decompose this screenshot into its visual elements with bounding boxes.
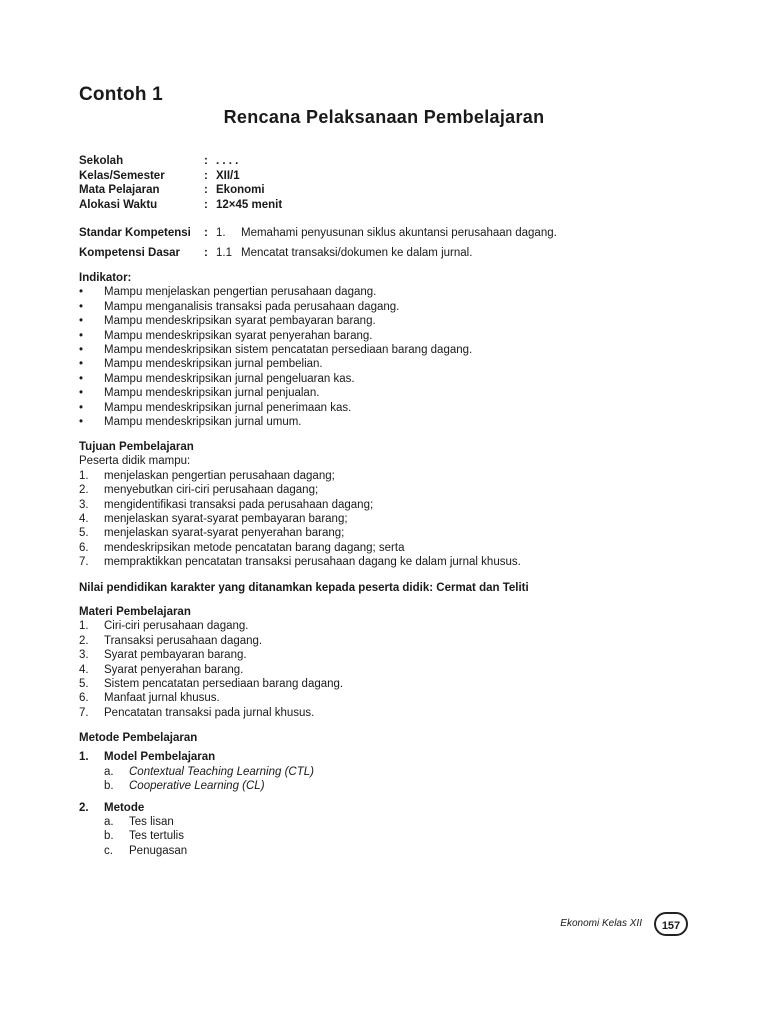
colon: : [204, 155, 208, 167]
bullet: • [79, 358, 84, 371]
identity-value: Ekonomi [216, 184, 265, 196]
item-text: Ciri-ciri perusahaan dagang. [104, 620, 249, 633]
materi-section [79, 605, 719, 720]
item-number: 2. [79, 801, 89, 814]
item-text: Mampu mendeskripsikan sistem pencatatan persediaan barang dagang. [104, 343, 473, 356]
bullet: • [79, 415, 84, 428]
dasar-text: Mencatat transaksi/dokumen ke dalam jurnal. [241, 247, 473, 259]
list-item [79, 677, 719, 691]
item-text: Transaksi perusahaan dagang. [104, 634, 263, 647]
item-text: mempraktikkan pencatatan transaksi perusahaan dagang ke dalam jurnal khusus. [104, 556, 521, 569]
bullet: • [79, 315, 84, 328]
item-number: 7. [79, 706, 89, 719]
item-text: Mampu mendeskripsikan jurnal pengeluaran kas. [104, 372, 355, 385]
item-text: Mampu mendeskripsikan jurnal penjualan. [104, 387, 320, 400]
list-item [79, 541, 719, 555]
indikator-section [79, 271, 719, 429]
item-text: menjelaskan pengertian perusahaan dagang; [104, 469, 335, 482]
bullet: • [79, 286, 84, 299]
item-text: menjelaskan syarat-syarat penyerahan barang; [104, 527, 345, 540]
list-item [79, 691, 719, 705]
dasar-number: 1.1 [216, 247, 232, 259]
tujuan-section [79, 440, 719, 570]
list-item [79, 619, 719, 633]
page-number: 157 [654, 912, 688, 936]
item-letter: a. [104, 765, 114, 778]
item-text: Sistem pencatatan persediaan barang dagang. [104, 677, 344, 690]
bullet: • [79, 387, 84, 400]
item-number: 1. [79, 620, 89, 633]
item-text: menyebutkan ciri-ciri perusahaan dagang; [104, 484, 319, 497]
list-item [79, 555, 719, 569]
list-item [79, 663, 719, 677]
item-text: Syarat pembayaran barang. [104, 649, 247, 662]
metode-section [79, 731, 719, 858]
item-text: Syarat penyerahan barang. [104, 663, 244, 676]
bullet: • [79, 329, 84, 342]
dasar-label: Kompetensi Dasar [79, 247, 180, 259]
tujuan-heading: Tujuan Pembelajaran [79, 441, 194, 453]
list-item [79, 498, 719, 512]
item-text: Mampu mendeskripsikan jurnal pembelian. [104, 358, 323, 371]
list-item [79, 343, 719, 357]
list-item [79, 829, 719, 843]
item-number: 7. [79, 556, 89, 569]
item-number: 6. [79, 541, 89, 554]
item-number: 2. [79, 484, 89, 497]
item-text: Penugasan [129, 844, 188, 857]
list-item [79, 512, 719, 526]
metode-heading: Metode Pembelajaran [79, 732, 198, 744]
bullet: • [79, 343, 84, 356]
list-item [79, 648, 719, 662]
page-title: Rencana Pelaksanaan Pembelajaran [223, 107, 545, 127]
item-number: 2. [79, 634, 89, 647]
item-text: Tes tertulis [129, 830, 184, 843]
list-item [79, 765, 719, 779]
item-text: Metode [104, 801, 145, 814]
item-number: 5. [79, 527, 89, 540]
list-item [79, 779, 719, 793]
bullet: • [79, 401, 84, 414]
item-number: 3. [79, 649, 89, 662]
item-text: Manfaat jurnal khusus. [104, 692, 220, 705]
item-letter: c. [104, 844, 113, 857]
item-text: Mampu menjelaskan pengertian perusahaan dagang. [104, 286, 377, 299]
colon: : [204, 247, 208, 259]
list-item [79, 483, 719, 497]
item-number: 4. [79, 663, 89, 676]
list-item [79, 285, 719, 299]
item-text: Mampu mendeskripsikan jurnal penerimaan kas. [104, 401, 352, 414]
item-letter: b. [104, 830, 114, 843]
item-number: 6. [79, 692, 89, 705]
item-number: 5. [79, 677, 89, 690]
identity-value: XII/1 [216, 169, 240, 182]
standar-label: Standar Kompetensi [79, 227, 191, 239]
colon: : [204, 227, 208, 239]
item-text: Mampu mendeskripsikan jurnal umum. [104, 415, 302, 428]
item-number: 1. [79, 751, 89, 764]
item-number: 1. [79, 469, 89, 482]
materi-heading: Materi Pembelajaran [79, 606, 191, 618]
item-number: 4. [79, 512, 89, 525]
tujuan-intro: Peserta didik mampu: [79, 455, 191, 468]
colon: : [204, 198, 208, 211]
item-text: Mampu menganalisis transaksi pada perusahaan dagang. [104, 300, 400, 313]
metode-subheading-model [79, 750, 719, 764]
list-item [79, 372, 719, 386]
list-item [79, 329, 719, 343]
colon: : [204, 169, 208, 182]
identity-label: Mata Pelajaran [79, 184, 160, 196]
identity-label: Alokasi Waktu [79, 198, 158, 211]
list-item [79, 815, 719, 829]
item-text: Pencatatan transaksi pada jurnal khusus. [104, 706, 315, 719]
list-item [79, 357, 719, 371]
item-text: Tes lisan [129, 815, 174, 828]
list-item [79, 415, 719, 429]
item-letter: b. [104, 780, 114, 793]
list-item [79, 401, 719, 415]
list-item [79, 300, 719, 314]
list-item [79, 386, 719, 400]
identity-value: . . . . [216, 155, 239, 167]
item-text: Mampu mendeskripsikan syarat pembayaran barang. [104, 315, 376, 328]
list-item [79, 706, 719, 720]
standar-number: 1. [216, 227, 226, 239]
list-item [79, 469, 719, 483]
item-text: menjelaskan syarat-syarat pembayaran barang; [104, 512, 348, 525]
item-text: Model Pembelajaran [104, 751, 216, 764]
footer-book-title: Ekonomi Kelas XII [560, 918, 642, 929]
list-item [79, 634, 719, 648]
item-text: Cooperative Learning (CL) [129, 780, 265, 793]
bullet: • [79, 300, 84, 313]
metode-subheading-metode [79, 801, 719, 815]
item-letter: a. [104, 815, 114, 828]
identity-label: Sekolah [79, 155, 124, 167]
item-text: Contextual Teaching Learning (CTL) [129, 765, 314, 778]
item-text: Mampu mendeskripsikan syarat penyerahan barang. [104, 329, 373, 342]
indikator-heading: Indikator: [79, 272, 132, 284]
identity-value: 12×45 menit [216, 198, 283, 211]
item-text: mendeskripsikan metode pencatatan barang dagang; serta [104, 541, 405, 554]
bullet: • [79, 372, 84, 385]
standar-text: Memahami penyusunan siklus akuntansi perusahaan dagang. [241, 227, 557, 239]
list-item [79, 314, 719, 328]
list-item [79, 526, 719, 540]
karakter-statement: Nilai pendidikan karakter yang ditanamkan kepada peserta didik: Cermat dan Teliti [79, 582, 529, 594]
colon: : [204, 184, 208, 196]
item-text: mengidentifikasi transaksi pada perusahaan dagang; [104, 498, 374, 511]
list-item [79, 844, 719, 858]
item-number: 3. [79, 498, 89, 511]
section-heading: Contoh 1 [79, 84, 163, 105]
identity-label: Kelas/Semester [79, 169, 165, 182]
